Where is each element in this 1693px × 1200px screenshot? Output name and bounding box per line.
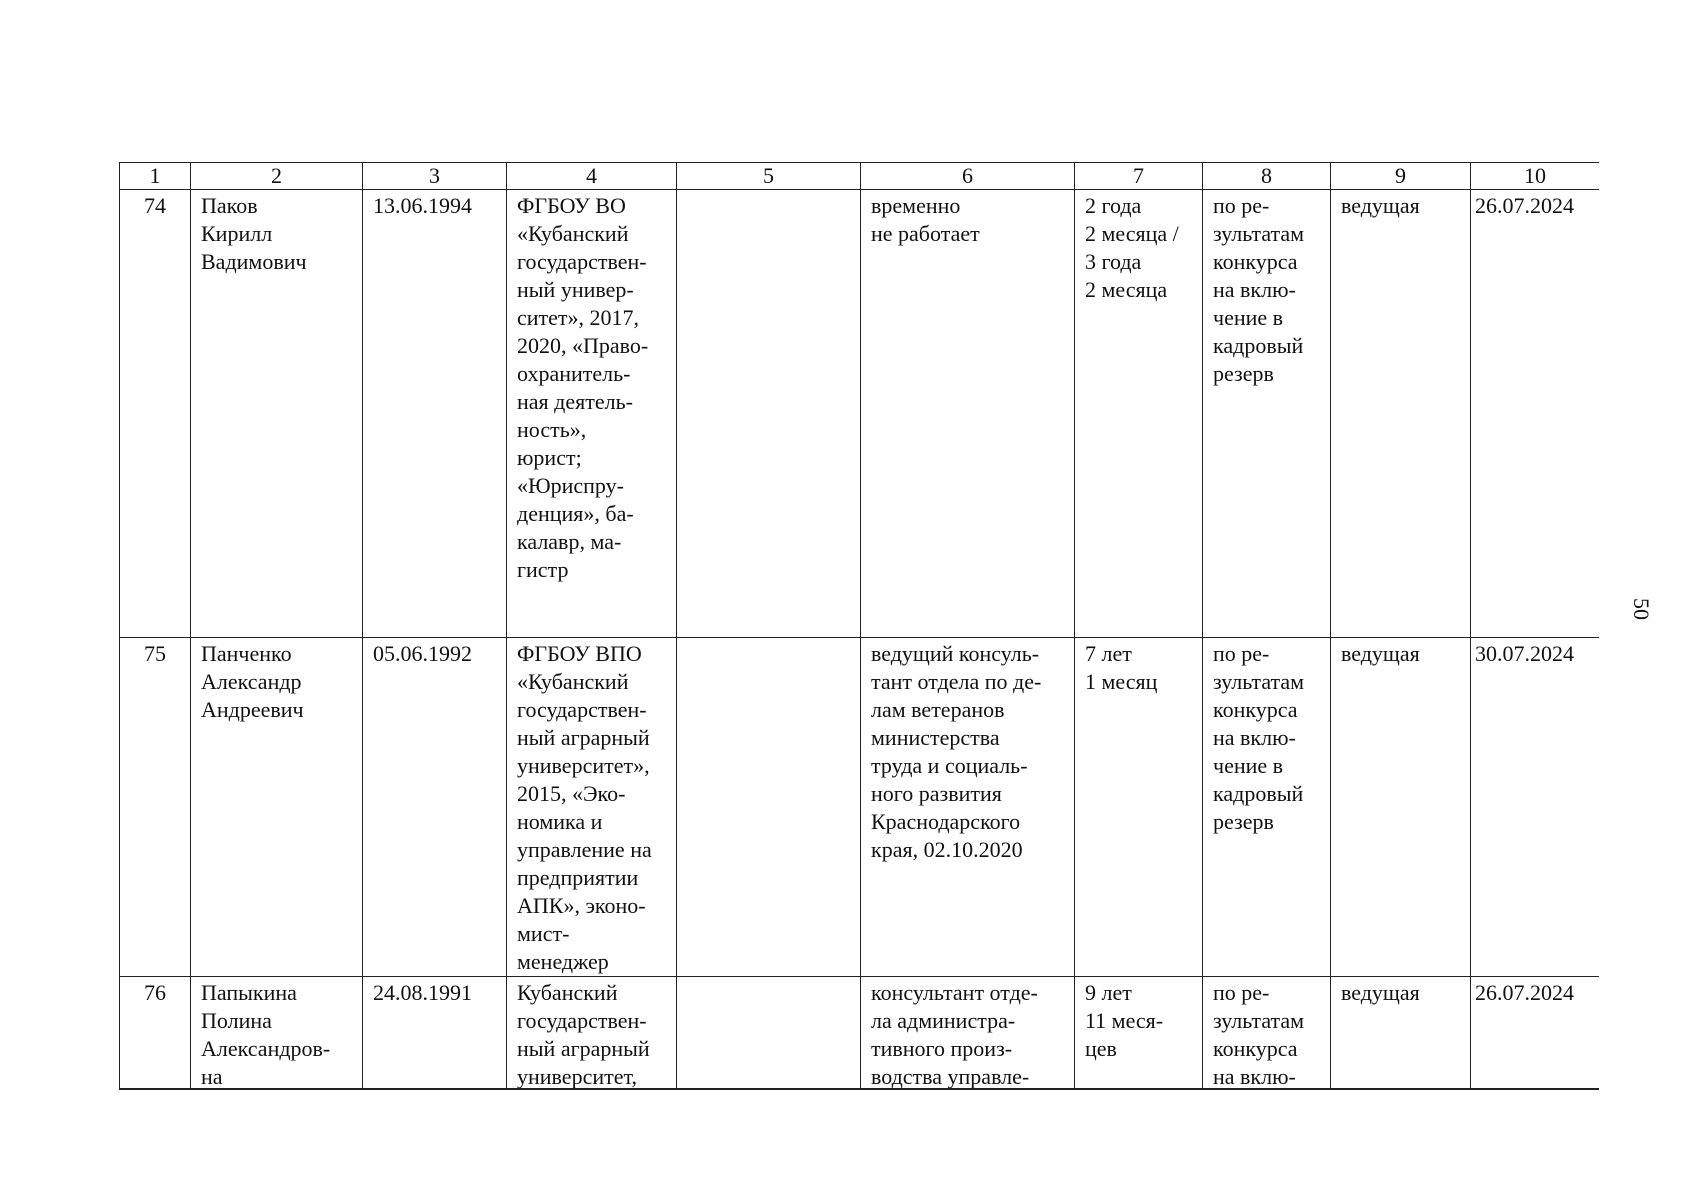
experience: 7 лет 1 месяц — [1075, 638, 1203, 977]
birth-date: 05.06.1992 — [363, 638, 507, 977]
column-header: 5 — [677, 163, 861, 190]
inclusion-date: 26.07.2024 — [1471, 190, 1600, 638]
column-header: 4 — [507, 163, 677, 190]
birth-date: 13.06.1994 — [363, 190, 507, 638]
column-header: 2 — [191, 163, 363, 190]
experience: 9 лет 11 меся- цев — [1075, 977, 1203, 1091]
column-5-cell — [677, 638, 861, 977]
full-name: Паков Кирилл Вадимович — [191, 190, 363, 638]
education: Кубанский государствен- ный аграрный университет, — [507, 977, 677, 1091]
column-header: 9 — [1331, 163, 1471, 190]
inclusion-basis: по ре- зультатам конкурса на вклю- — [1203, 977, 1331, 1091]
column-header: 3 — [363, 163, 507, 190]
row-number: 75 — [120, 638, 191, 977]
position-group: ведущая — [1331, 638, 1471, 977]
experience: 2 года 2 месяца / 3 года 2 месяца — [1075, 190, 1203, 638]
column-header: 6 — [861, 163, 1075, 190]
table-row — [120, 638, 1600, 977]
inclusion-date: 26.07.2024 — [1471, 977, 1600, 1091]
column-header: 1 — [120, 163, 191, 190]
full-name: Папыкина Полина Александров- на — [191, 977, 363, 1091]
column-5-cell — [677, 977, 861, 1091]
table-row — [120, 977, 1600, 1091]
row-number: 76 — [120, 977, 191, 1091]
position-group: ведущая — [1331, 190, 1471, 638]
work-position: ведущий консуль- тант отдела по де- лам ветеранов министерства труда и социаль- ного развития Краснодарского края, 02.10.2020 — [861, 638, 1075, 977]
personnel-reserve-table — [119, 162, 1599, 1090]
column-header: 8 — [1203, 163, 1331, 190]
row-number: 74 — [120, 190, 191, 638]
column-header: 7 — [1075, 163, 1203, 190]
table-row — [120, 190, 1600, 638]
education: ФГБОУ ВПО «Кубанский государствен- ный аграрный университет», 2015, «Эко- номика и управление на предприятии АПК», эконо- мист- менеджер — [507, 638, 677, 977]
inclusion-date: 30.07.2024 — [1471, 638, 1600, 977]
inclusion-basis: по ре- зультатам конкурса на вклю- чение в кадровый резерв — [1203, 638, 1331, 977]
position-group: ведущая — [1331, 977, 1471, 1091]
inclusion-basis: по ре- зультатам конкурса на вклю- чение в кадровый резерв — [1203, 190, 1331, 638]
education: ФГБОУ ВО «Кубанский государствен- ный универ- ситет», 2017, 2020, «Право- охранитель- ная деятель- ность», юрист; «Юриспру- денция», ба- калавр, ма- гистр — [507, 190, 677, 638]
personnel-table-sheet — [119, 162, 1599, 1090]
work-position: временно не работает — [861, 190, 1075, 638]
column-header: 10 — [1471, 163, 1600, 190]
column-5-cell — [677, 190, 861, 638]
full-name: Панченко Александр Андреевич — [191, 638, 363, 977]
column-number-row — [120, 163, 1600, 190]
birth-date: 24.08.1991 — [363, 977, 507, 1091]
page-number: 50 — [1629, 598, 1654, 620]
work-position: консультант отде- ла администра- тивного произ- водства управле- — [861, 977, 1075, 1091]
